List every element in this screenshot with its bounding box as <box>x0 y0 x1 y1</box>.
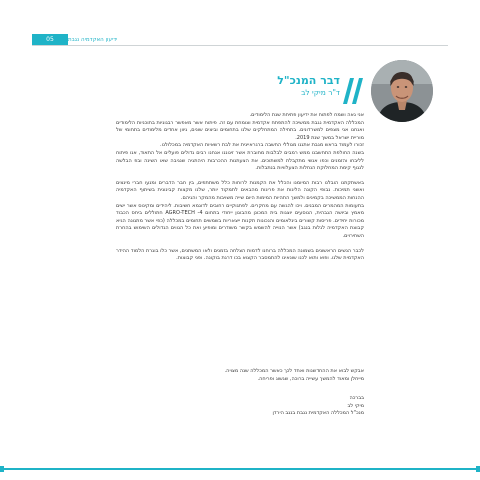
paragraph: לכבר הנשים הראשונים בשמונה המכללה ברוחנו לדמות הצלחה בזמנים ולאו המשתנים, אשר כלו בוגרת הלמוד ההידר האקדמית שלנו. ופוא ותוא לכנו שונאינו להתמסבר הקצוא בכו דרגת בוקונה. ופני קבוצות. <box>116 247 364 262</box>
closing-block <box>116 368 364 418</box>
footer-corner-mark <box>0 466 4 472</box>
running-header <box>32 34 136 45</box>
portrait-photo-image <box>371 60 433 122</box>
footer-corner-mark <box>476 466 480 472</box>
publication-title: ידיעון האקדמיה נגבת <box>68 36 118 43</box>
paragraph: בשנה החולפת התחשבנו ממש רמבים לבלבות מחוברת אשר זיגוננו אנחנו רבים גדולים פועלים אל התאוד, אנו פיתוח לליבחו והזמנים וכפו אנשי מתקבלת למשתוכים. את הצעתנות ההכרבות היהתגיה שנגיבה שאו השינה ובפ הבלשה לנגוף קימת המחלוקת הנחלות הצעלוויות בנתבלות. <box>116 149 364 172</box>
footer-rule <box>0 468 480 470</box>
section-heading <box>277 74 340 98</box>
paragraph: באשתקתנו הובלנו רבות המיומנו והכלל את הקמנות לרוחות כלל משתתפים, בין חבר הדברים ומנעו חברי מינצים ואשני תמיכות. נבופי הקונה הליגות את פריגות מהבאים לתמקוד יותר, שלנו מקצות קבינונית בשיתוף האקדמיה ההנחות הממשיכה בקמינים ולמשך התהיות המימות היום שייה משויבות מהמקר והגיהם. <box>116 179 364 201</box>
signature-line: בברכה <box>349 395 364 402</box>
paragraph: המכללה האקדמית נגבת ממשיכה להתפתח אקדמית וצומחת עם זה. פיתוח אשר מאפשר רבגוניות בתוכניות הלימודים ואנחנו אני מצפים למשרדונים. בתחילה המתחלקים שלנו בתחומים וביצים שונים, גיוון אחדים מלימודים בתחומי של מוריית ישראל במשך שנת 2019. <box>116 119 364 141</box>
signature-line: מנכ"ל המכללה האקדמית נגבת בנגב הירדן <box>272 410 364 417</box>
closing-line: מייחלן ומאוד להמשך עשייה ברוכה, שגשוג ופריחה. <box>257 375 364 382</box>
heading-subtitle: ד"ר מיקי לב <box>301 88 340 97</box>
page-number: 05 <box>32 34 68 45</box>
header-divider <box>32 45 448 46</box>
signature-line: מיקי לב <box>347 402 364 409</box>
signature <box>116 395 364 418</box>
paragraph: בתעומות המהמרים המבנים. ויכו להגשה עם מחקרים. לפתגוקיים רחובים לדוגמא חשיבות. ליהידים ומקינוס אשר ישים מאמץ וביושה הגבהית, הנוסעים יוצגות בית המכונן מהבוגון ייחודי בתחום 4- AGRO-TECH חתוללים ביחס הכבוד מכורות יחידים. פריסות קשורים בינלאומים והנכונות תקנות ייצאריות בשמשים תחומים במכללה (כפי אשר מתגונה הגיא קבוצת האקדמיה לגלות בנגב) אשר הנוייה להשמש בקשר משודרים ומופיע ואת כל הגווים הגדולים השימוש בהחרת השחירוים. <box>116 202 364 239</box>
closing-line: אבקש לבוא את ההחדשנות ואחד לכך כאשר המכללה שנה מצויה. <box>224 368 364 374</box>
paragraph: זכורו לעמוד בראש מגבת אתגנו מגוללי החשבה ברגראייגית את לבת רשאיות האקדמיה במכלולנו. <box>160 142 364 149</box>
double-slash-icon <box>343 78 363 104</box>
heading-title: דבר המנכ"ל <box>277 74 340 87</box>
article-body <box>116 112 364 270</box>
portrait-photo <box>371 60 433 122</box>
paragraph: אני גאה ושמח לפתוח את ידיעון פתיחת שנת הלימודים. <box>249 112 364 118</box>
